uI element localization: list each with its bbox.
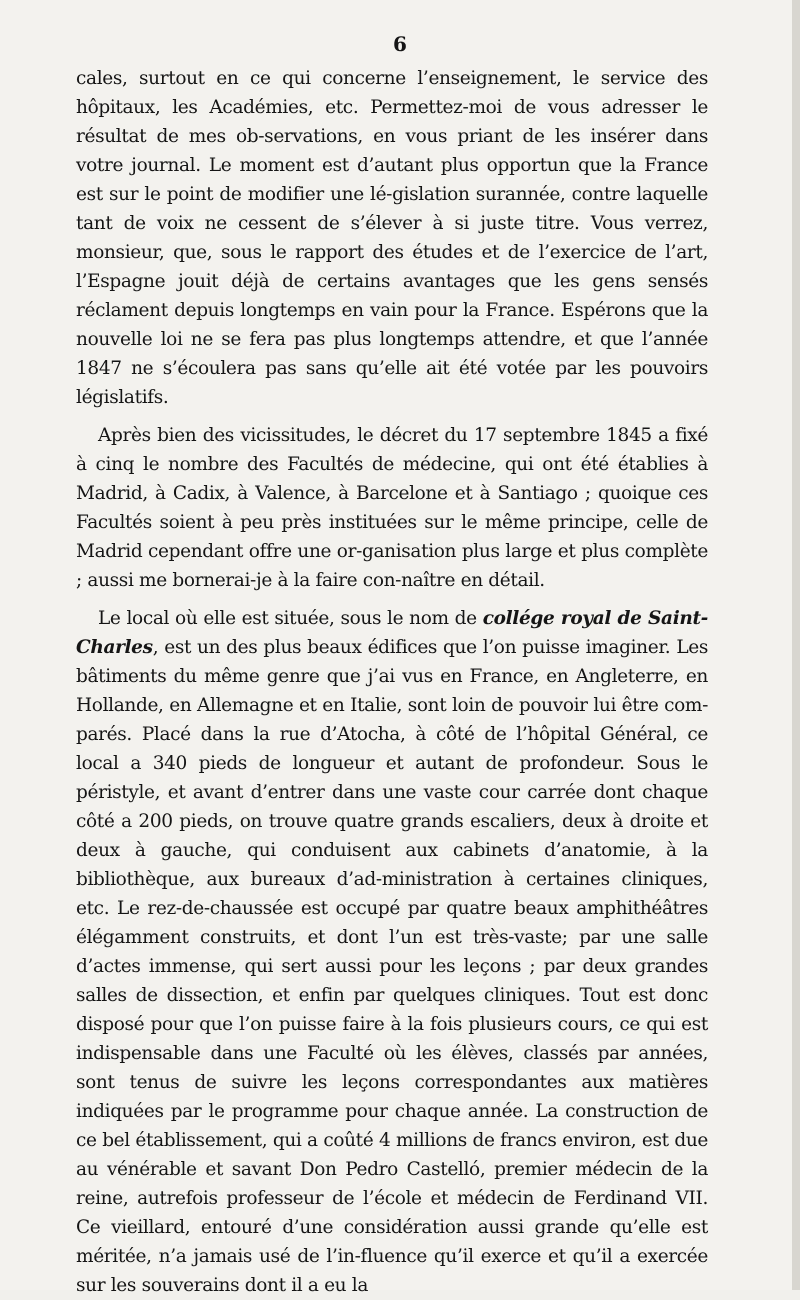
italic-text: collége royal de Saint-Charles: [76, 608, 708, 658]
page-number: 6: [393, 32, 407, 56]
text-run: , est un des plus beaux édifices que l’on puisse imaginer. Les bâtiments du même genre que j’ai vus en France, en Angleterre, en Hollande, en Allemagne et en Italie, sont loin de pouvoir lui être com-parés. Placé dans la rue d’Atocha, à côté de l’hôpital Général, ce local a 340 pieds de longueur et autant de profondeur. Sous le péristyle, et avant d’entrer dans une vaste cour carrée dont chaque côté a 200 pieds, on trouve quatre grands escaliers, deux à droite et deux à gauche, qui conduisent aux cabinets d’anatomie, à la bibliothèque, aux bureaux d’ad-ministration à certaines cliniques, etc. Le rez-de-chaussée est occupé par quatre beaux amphithéâtres élégamment construits, et dont l’un est très-vaste; par une salle d’actes immense, qui sert aussi pour les leçons ; par deux grandes salles de dissection, et enfin par quelques cliniques. Tout est donc disposé pour que l’on puisse faire à la fois plusieurs cours, ce qui est indispensable dans une Faculté où les élèves, classés par années, sont tenus de suivre les leçons correspondantes aux matières indiquées par le programme pour chaque année. La construction de ce bel établissement, qui a coûté 4 millions de francs environ, est due au vénérable et savant Don Pedro Castelló, premier médecin de la reine, autrefois professeur de l’école et médecin de Ferdinand VII. Ce vieillard, entouré d’une considération aussi grande qu’elle est méritée, n’a jamais usé de l’in-fluence qu’il exerce et qu’il a exercée sur les souverains dont il a eu la: [76, 637, 708, 1296]
paragraph: [76, 604, 708, 1300]
text-run: Le local où elle est située, sous le nom de: [98, 608, 483, 629]
text-run: cales, surtout en ce qui concerne l’enseignement, le service des hôpitaux, les Académies, etc. Permettez-moi de vous adresser le résultat de mes ob-servations, en vous priant de les insérer dans votre journal. Le moment est d’autant plus opportun que la France est sur le point de modifier une lé-gislation surannée, contre laquelle tant de voix ne cessent de s’élever à si juste titre. Vous verrez, monsieur, que, sous le rapport des études et de l’exercice de l’art, l’Espagne jouit déjà de certains avantages que les gens sensés réclament depuis longtemps en vain pour la France. Espérons que la nouvelle loi ne se fera pas plus longtemps attendre, et que l’année 1847 ne s’écoulera pas sans qu’elle ait été votée par les pouvoirs législatifs.: [76, 68, 708, 408]
page-edge-shadow: [792, 0, 800, 1290]
paragraph: [76, 421, 708, 595]
paragraph: [76, 64, 708, 412]
text-run: Après bien des vicissitudes, le décret du 17 septembre 1845 a fixé à cinq le nombre des Facultés de médecine, qui ont été établies à Madrid, à Cadix, à Valence, à Barcelone et à Santiago ; quoique ces Facultés soient à peu près instituées sur le même principe, celle de Madrid cependant offre une or-ganisation plus large et plus complète ; aussi me bornerai-je à la faire con-naître en détail.: [76, 425, 708, 591]
body-text: [76, 64, 708, 1300]
